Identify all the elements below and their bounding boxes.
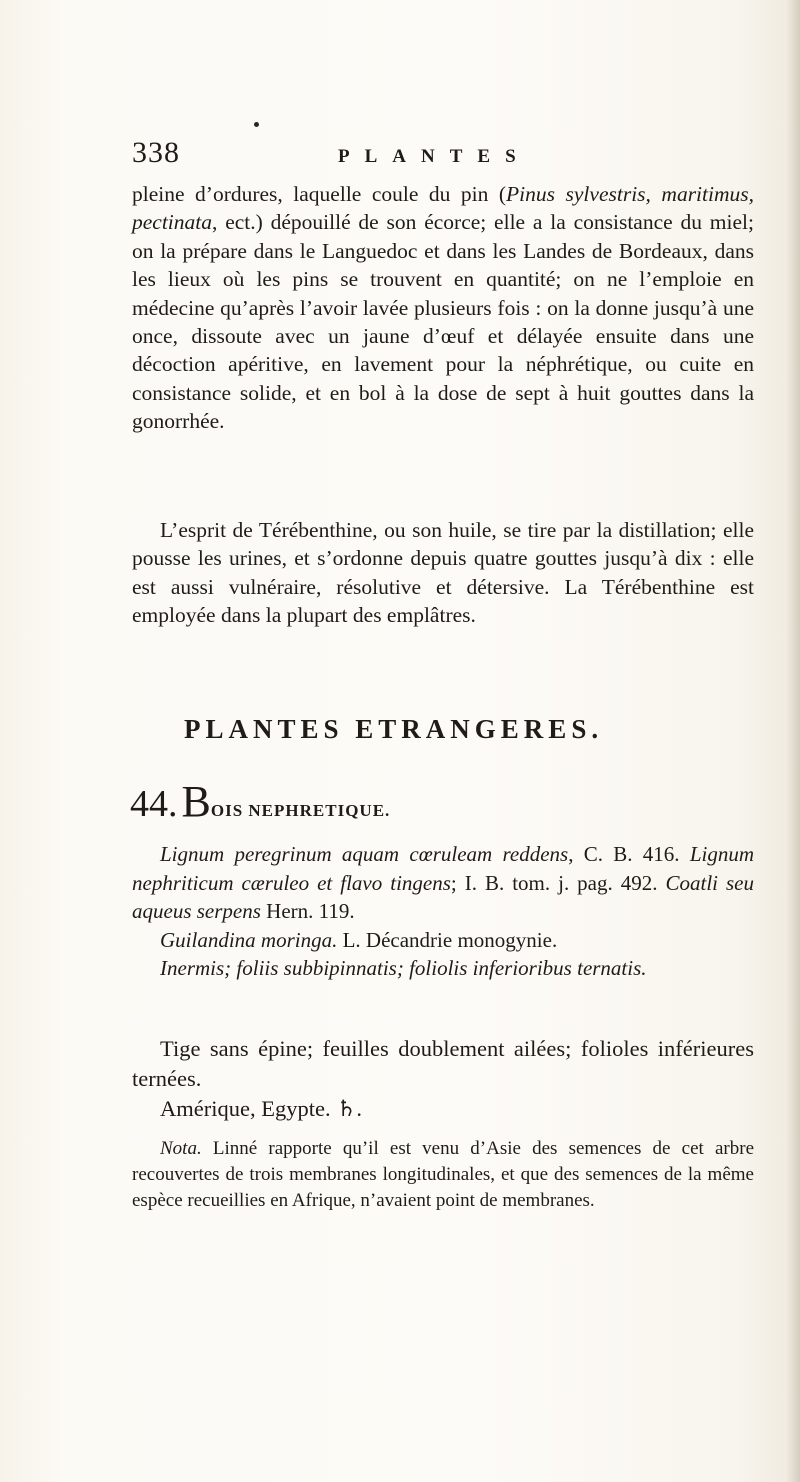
synonym-latin: Lignum peregrinum aquam cœruleam reddens bbox=[160, 842, 569, 866]
page-header bbox=[132, 136, 754, 176]
synonyms-block bbox=[132, 840, 754, 983]
description-block bbox=[132, 1034, 754, 1124]
paragraph-turpentine-spirit: L’esprit de Térébenthine, ou son huile, se tire par la distillation; elle pousse les urines, et s’ordonne depuis quatre gouttes jusqu’à dix : elle est aussi vulnéraire, résolutive et détersive. La Térébenthine est employée dans la plupart des emplâtres. bbox=[132, 518, 754, 628]
paragraph-resin-text-a: pleine d’ordures, laquelle coule du pin ( bbox=[132, 182, 507, 206]
note-paragraph bbox=[132, 1136, 754, 1214]
entry-heading bbox=[130, 776, 390, 827]
section-title: PLANTES ETRANGERES. bbox=[184, 714, 604, 744]
page-number: 338 bbox=[132, 136, 180, 169]
entry-dropcap: B bbox=[181, 777, 211, 826]
linnaean-name: Guilandina moringa. bbox=[160, 927, 338, 952]
diagnosis-latin: Inermis; foliis subbipinnatis; foliolis inferioribus ternatis. bbox=[160, 956, 647, 980]
synonym-ref: , C. B. 416. bbox=[568, 842, 680, 866]
synonym-line bbox=[132, 840, 754, 926]
synonym-latin: Lignum nephriticum cæruleo et flavo tingens bbox=[132, 842, 754, 895]
note-text: Linné rapporte qu’il est venu d’Asie des semences de cet arbre recouvertes de trois membranes longitudinales, et que des semences de la même espèce recueillies en Afrique, n’avaient point de membranes. bbox=[132, 1138, 754, 1211]
ink-dot bbox=[254, 122, 259, 127]
habitat-text: Amérique, Egypte. ♄. bbox=[160, 1096, 362, 1121]
linnaean-name-line bbox=[132, 926, 754, 955]
entry-number: 44. bbox=[130, 783, 178, 825]
diagnosis-line bbox=[132, 954, 754, 983]
synonym-ref: ; I. B. tom. j. pag. 492. bbox=[450, 870, 658, 895]
linnaean-class: L. Décandrie monogynie. bbox=[337, 927, 558, 952]
synonym-ref: Hern. 119. bbox=[260, 899, 355, 923]
description-text: Tige sans épine; feuilles doublement ailées; folioles inférieures ternées. bbox=[132, 1036, 754, 1091]
note-label: Nota. bbox=[160, 1138, 202, 1159]
entry-name: OIS NEPHRETIQUE. bbox=[210, 801, 391, 820]
paragraph-resin-latin: Pinus sylvestris, maritimus, pectinata bbox=[132, 182, 754, 235]
running-head: PLANTES bbox=[338, 146, 531, 167]
paragraph-resin-text-b: , ect.) dépouillé de son écorce; elle a la consistance du miel; on la prépare dans le Languedoc et dans les Landes de Bordeaux, dans les lieux où les pins se trouvent en quantité; on ne l’emploie en médecine qu’après l’avoir lavée plusieurs fois : on la donne jusqu’à une once, dissoute avec un jaune d’œuf et délayée ensuite dans une décoction apéritive, en lavement pour la néphrétique, ou cuite en consistance solide, et en bol à la dose de sept à huit gouttes dans la gonorrhée. bbox=[132, 210, 754, 434]
paragraph-resin bbox=[132, 180, 754, 436]
page-edge-shadow bbox=[786, 0, 800, 1482]
synonym-latin: Coatli seu aqueus serpens bbox=[132, 870, 754, 923]
note-block bbox=[132, 1136, 754, 1214]
